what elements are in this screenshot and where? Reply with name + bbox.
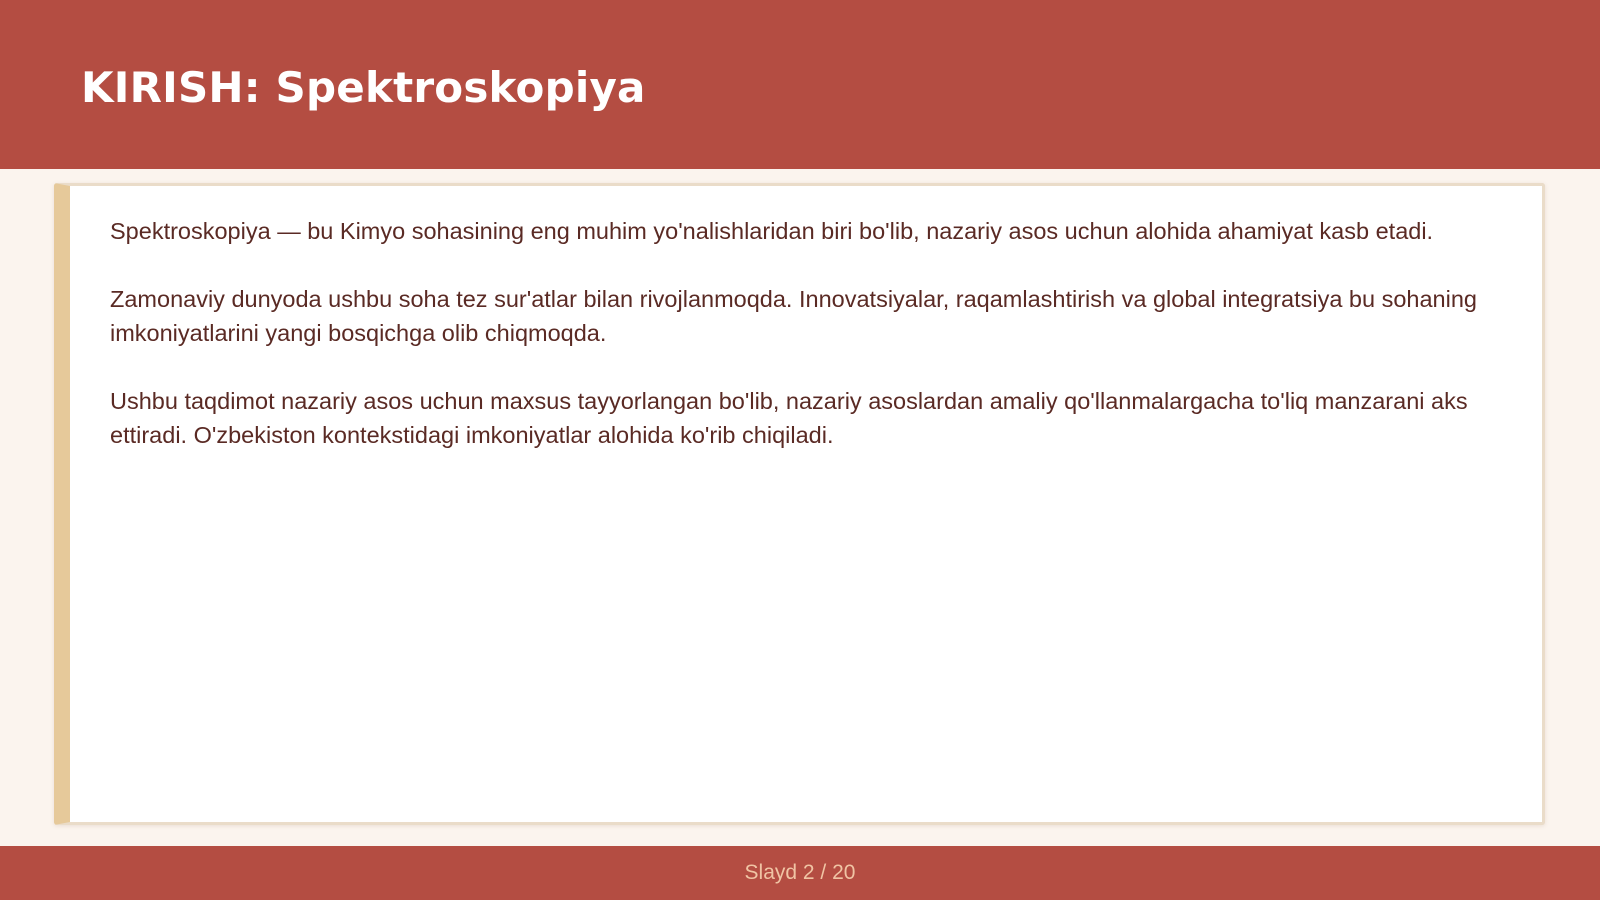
slide-header (0, 0, 1600, 169)
content-card (54, 183, 1545, 825)
content-body (110, 214, 1502, 486)
paragraph-modern-world: Zamonaviy dunyoda ushbu soha tez sur'atlar bilan rivojlanmoqda. Innovatsiyalar, raqamlashtirish va global integratsiya bu sohaning imkoniyatlarini yangi bosqichga olib chiqmoqda. (110, 286, 1477, 346)
slide-counter: Slayd 2 / 20 (744, 861, 856, 884)
paragraph-intro: Spektroskopiya — bu Kimyo sohasining eng muhim yo'nalishlaridan biri bo'lib, nazariy asos uchun alohida ahamiyat kasb etadi. (110, 218, 1434, 244)
paragraph-presentation-purpose: Ushbu taqdimot nazariy asos uchun maxsus tayyorlangan bo'lib, nazariy asoslardan amaliy qo'llanmalargacha to'liq manzarani aks ettiradi. O'zbekiston kontekstidagi imkoniyatlar alohida ko'rib chiqiladi. (110, 388, 1468, 448)
slide-footer (0, 846, 1600, 900)
slide-title: KIRISH: Spektroskopiya (81, 63, 646, 112)
